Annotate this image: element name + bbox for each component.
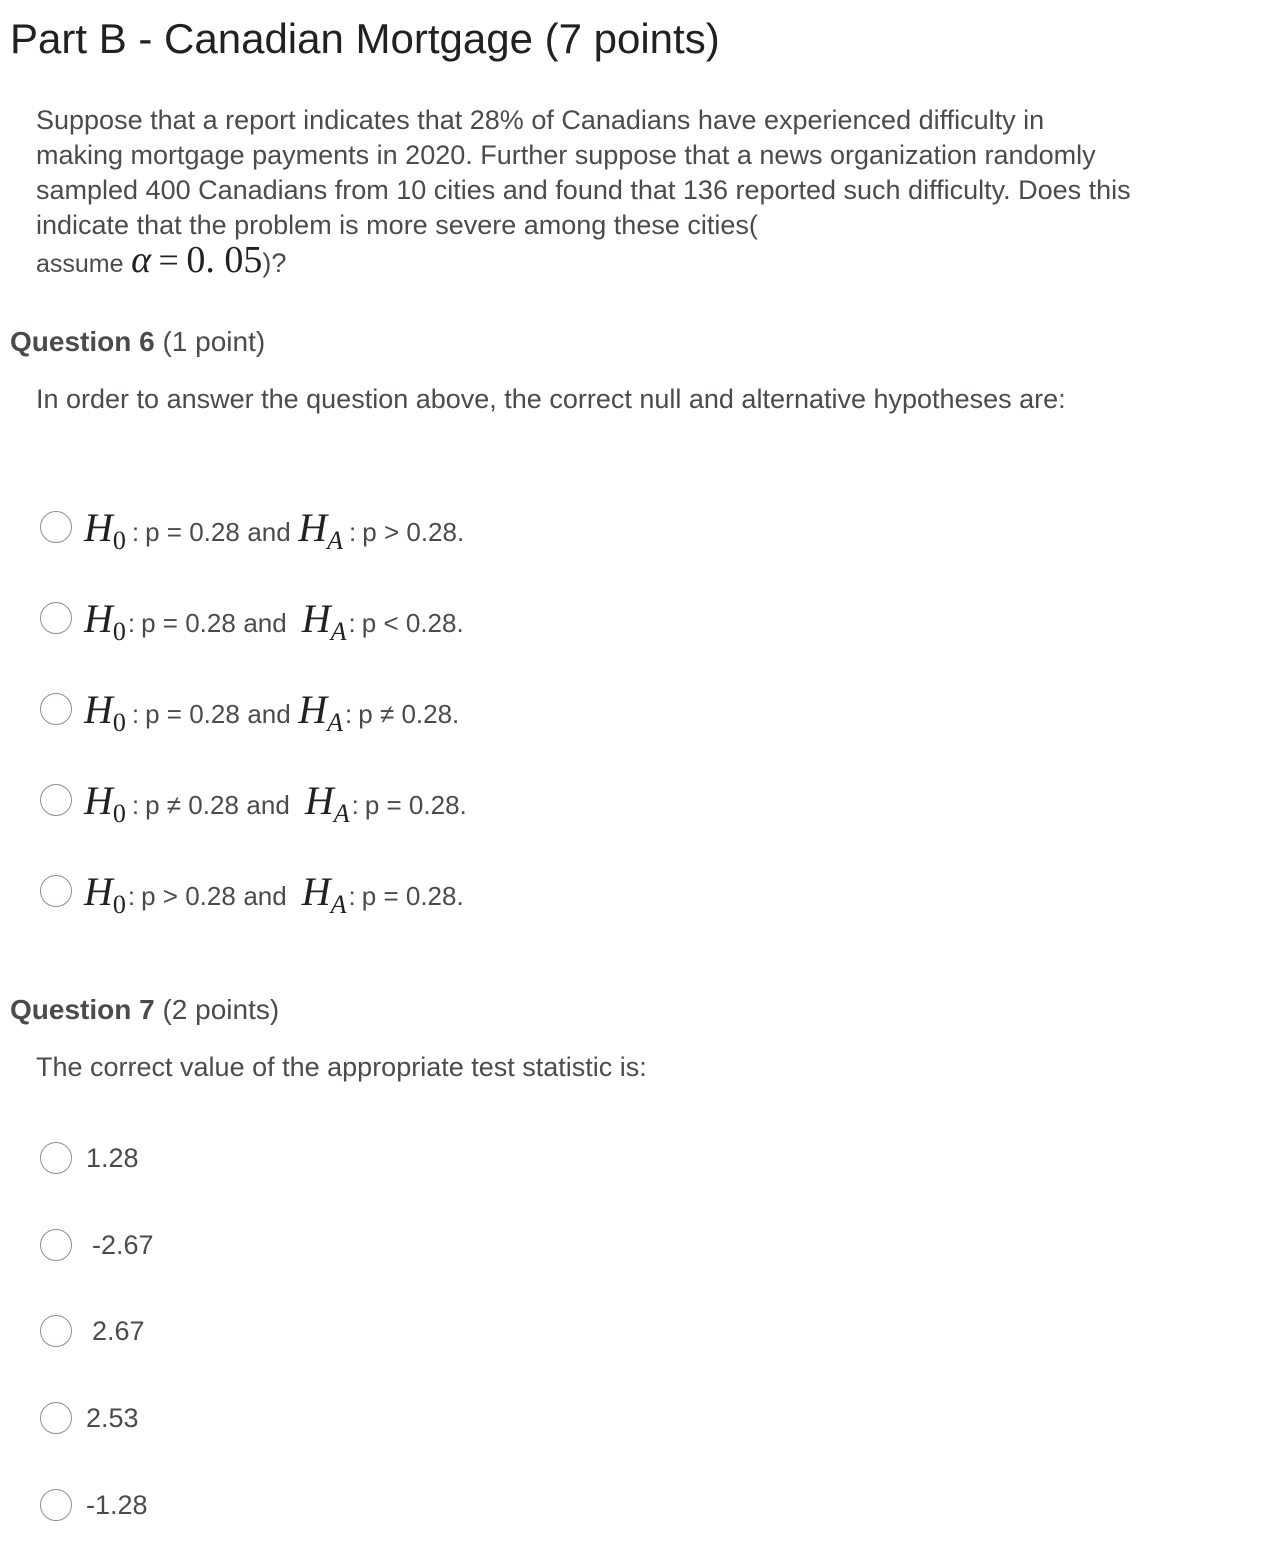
radio-button[interactable]: [40, 784, 72, 816]
ha-subscript: A: [330, 889, 347, 919]
ha-subscript: A: [327, 707, 344, 737]
problem-text: Suppose that a report indicates that 28% of Canadians have experienced difficulty in making mortgage payments in 2020. Further suppose that a news organization randomly sampled 400 Canadians from 10 cities and found that 136 reported such difficulty. Does this indicate that the problem is more severe among these cities(: [36, 105, 1131, 240]
h0-condition: p = 0.28: [145, 698, 240, 729]
option-label: -1.28: [86, 1489, 148, 1520]
h0-symbol: H: [84, 504, 113, 550]
h0-subscript: 0: [112, 525, 126, 555]
option-label: 2.67: [92, 1315, 145, 1346]
q7-option-4[interactable]: [40, 1398, 139, 1438]
question-6-header: [10, 324, 265, 360]
q7-option-1[interactable]: [40, 1138, 139, 1178]
colon: :: [345, 698, 353, 729]
radio-button[interactable]: [40, 1142, 72, 1174]
question-7-points: (2 points): [162, 994, 280, 1025]
q6-option-3[interactable]: [40, 686, 460, 737]
option-label: [84, 595, 464, 646]
option-label: -2.67: [92, 1229, 154, 1260]
and-word: and: [247, 516, 291, 547]
radio-button[interactable]: [40, 1315, 72, 1347]
h0-subscript: 0: [112, 707, 126, 737]
q7-option-2[interactable]: [40, 1225, 154, 1265]
ha-condition: p > 0.28.: [362, 516, 465, 547]
h0-condition: p > 0.28: [141, 880, 236, 911]
radio-button[interactable]: [40, 1402, 72, 1434]
colon: :: [349, 516, 357, 547]
ha-subscript: A: [330, 616, 347, 646]
problem-description: [36, 103, 1136, 282]
option-label: [84, 686, 460, 737]
q7-option-5[interactable]: [40, 1485, 148, 1525]
ha-condition: p = 0.28.: [364, 789, 467, 820]
q6-option-5[interactable]: [40, 868, 464, 919]
question-6-label: Question 6: [10, 326, 155, 357]
q7-option-3[interactable]: [40, 1311, 145, 1351]
option-label: 2.53: [86, 1402, 139, 1433]
alpha-symbol: α: [131, 239, 152, 281]
option-label: 1.28: [86, 1142, 139, 1173]
assume-word: assume: [36, 250, 124, 278]
radio-button[interactable]: [40, 602, 72, 634]
colon: :: [348, 880, 356, 911]
ha-subscript: A: [327, 525, 344, 555]
colon: :: [131, 698, 140, 729]
question-6-text: In order to answer the question above, the correct null and alternative hypotheses are:: [36, 384, 1066, 414]
colon: :: [351, 789, 359, 820]
option-label: [84, 777, 467, 828]
page-title: Part B - Canadian Mortgage (7 points): [10, 15, 720, 62]
colon: :: [131, 516, 140, 547]
ha-symbol: H: [301, 868, 331, 914]
q6-option-1[interactable]: [40, 504, 465, 555]
ha-symbol: H: [304, 777, 334, 823]
alpha-value: 0. 05: [186, 239, 263, 281]
radio-button[interactable]: [40, 875, 72, 907]
ha-symbol: H: [301, 595, 331, 641]
h0-condition: p = 0.28: [145, 516, 240, 547]
option-label: [84, 868, 464, 919]
ha-subscript: A: [333, 798, 350, 828]
colon: :: [127, 607, 136, 638]
question-6-points: (1 point): [162, 326, 266, 357]
q6-option-4[interactable]: [40, 777, 467, 828]
colon: :: [127, 880, 136, 911]
assume-line: [36, 239, 1136, 282]
and-word: and: [247, 698, 291, 729]
colon: :: [131, 789, 140, 820]
question-7-header: [10, 992, 279, 1028]
ha-condition: p < 0.28.: [361, 607, 464, 638]
h0-symbol: H: [84, 777, 113, 823]
question-7-label: Question 7: [10, 994, 155, 1025]
ha-symbol: H: [298, 504, 328, 550]
assume-tail: )?: [262, 248, 287, 278]
option-label: [84, 504, 465, 555]
h0-symbol: H: [84, 868, 113, 914]
ha-condition: p = 0.28.: [361, 880, 464, 911]
h0-condition: p = 0.28: [141, 607, 236, 638]
radio-button[interactable]: [40, 1229, 72, 1261]
colon: :: [348, 607, 356, 638]
h0-subscript: 0: [112, 616, 126, 646]
radio-button[interactable]: [40, 511, 72, 543]
and-word: and: [246, 789, 290, 820]
ha-condition: p ≠ 0.28.: [358, 698, 460, 729]
h0-symbol: H: [84, 595, 113, 641]
h0-symbol: H: [84, 686, 113, 732]
h0-condition: p ≠ 0.28: [145, 789, 239, 820]
h0-subscript: 0: [112, 889, 126, 919]
and-word: and: [243, 880, 287, 911]
and-word: and: [243, 607, 287, 638]
radio-button[interactable]: [40, 693, 72, 725]
q6-option-2[interactable]: [40, 595, 464, 646]
h0-subscript: 0: [112, 798, 126, 828]
ha-symbol: H: [298, 686, 328, 732]
question-7-text: The correct value of the appropriate test statistic is:: [36, 1052, 647, 1082]
equals-symbol: =: [158, 240, 179, 280]
radio-button[interactable]: [40, 1489, 72, 1521]
